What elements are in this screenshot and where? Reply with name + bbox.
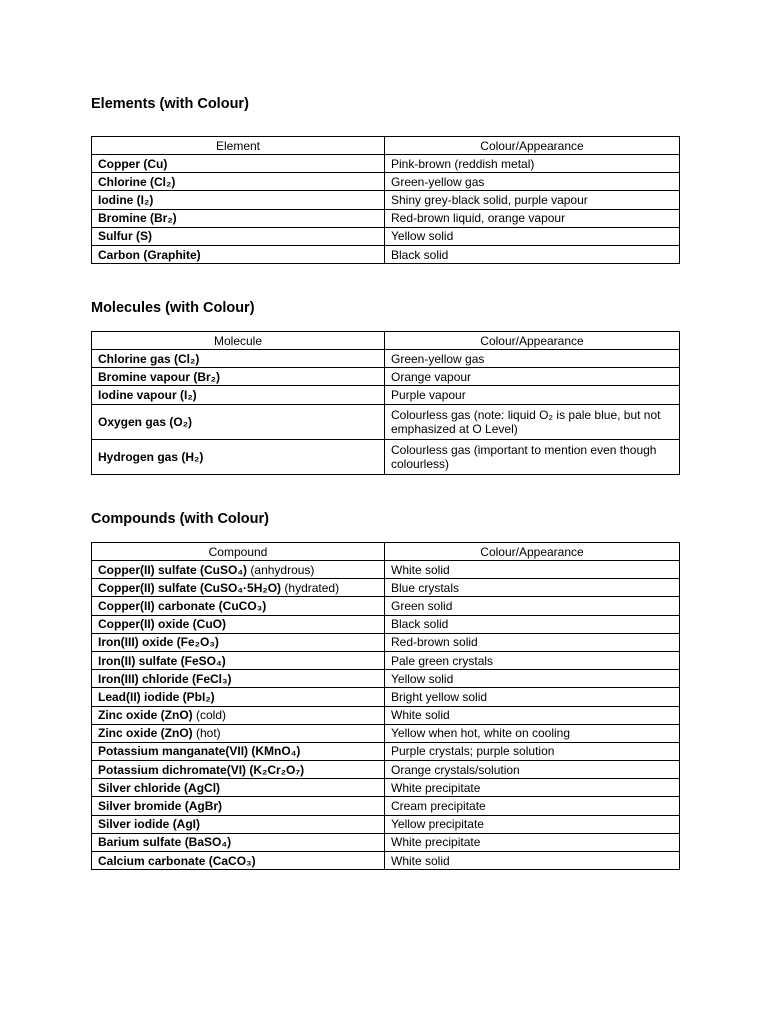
compounds-table — [91, 542, 680, 870]
colour-cell: White precipitate — [385, 779, 680, 797]
table-row — [92, 688, 680, 706]
element-name: Sulfur (S) — [98, 229, 152, 244]
molecule-name-cell — [92, 350, 385, 368]
compound-name-cell — [92, 670, 385, 688]
compound-name: Zinc oxide (ZnO) — [98, 726, 193, 741]
compound-name-cell — [92, 633, 385, 651]
column-header-molecule: Molecule — [92, 332, 385, 350]
compounds-section-title: Compounds (with Colour) — [91, 511, 269, 527]
column-header-element: Element — [92, 137, 385, 155]
colour-cell: Pale green crystals — [385, 651, 680, 669]
colour-cell: White solid — [385, 852, 680, 870]
molecule-name: Bromine vapour (Br₂) — [98, 369, 221, 384]
table-row — [92, 209, 680, 227]
molecule-name: Iodine vapour (I₂) — [98, 387, 197, 402]
colour-cell: Blue crystals — [385, 579, 680, 597]
compound-name: Iron(III) chloride (FeCl₃) — [98, 671, 232, 686]
compound-name-cell — [92, 706, 385, 724]
colour-cell: Green solid — [385, 597, 680, 615]
table-header-row — [92, 543, 680, 561]
compound-name-cell — [92, 815, 385, 833]
colour-cell: Green-yellow gas — [385, 350, 680, 368]
table-row — [92, 633, 680, 651]
table-row — [92, 779, 680, 797]
table-row — [92, 439, 680, 474]
compound-note: (cold) — [192, 708, 227, 723]
element-name: Bromine (Br₂) — [98, 211, 177, 226]
elements-section-title: Elements (with Colour) — [91, 96, 249, 112]
colour-cell: Yellow precipitate — [385, 815, 680, 833]
compound-note: (hot) — [192, 726, 221, 741]
compound-name-cell — [92, 779, 385, 797]
table-row — [92, 797, 680, 815]
table-row — [92, 561, 680, 579]
colour-cell: Orange crystals/solution — [385, 761, 680, 779]
table-row — [92, 386, 680, 404]
colour-cell: Yellow solid — [385, 670, 680, 688]
colour-cell: Bright yellow solid — [385, 688, 680, 706]
colour-cell: Orange vapour — [385, 368, 680, 386]
compound-name-cell — [92, 579, 385, 597]
table-row — [92, 852, 680, 870]
element-name: Copper (Cu) — [98, 156, 168, 171]
table-row — [92, 191, 680, 209]
molecule-name-cell — [92, 404, 385, 439]
table-row — [92, 833, 680, 851]
colour-cell: Black solid — [385, 615, 680, 633]
colour-cell: White solid — [385, 706, 680, 724]
molecule-name: Oxygen gas (O₂) — [98, 414, 193, 429]
compound-name: Barium sulfate (BaSO₄) — [98, 835, 232, 850]
compound-name-cell — [92, 724, 385, 742]
colour-cell: Colourless gas (important to mention even though colourless) — [385, 439, 680, 474]
compound-name-cell — [92, 742, 385, 760]
compound-note: (anhydrous) — [247, 562, 315, 577]
column-header-colour: Colour/Appearance — [385, 137, 680, 155]
compound-name: Iron(II) sulfate (FeSO₄) — [98, 653, 226, 668]
compound-name-cell — [92, 615, 385, 633]
table-row — [92, 761, 680, 779]
table-row — [92, 815, 680, 833]
table-row — [92, 173, 680, 191]
colour-cell: Purple crystals; purple solution — [385, 742, 680, 760]
compound-name-cell — [92, 651, 385, 669]
colour-cell: Cream precipitate — [385, 797, 680, 815]
element-name: Chlorine (Cl₂) — [98, 174, 176, 189]
table-header-row — [92, 332, 680, 350]
table-row — [92, 368, 680, 386]
element-name-cell — [92, 245, 385, 263]
colour-cell: Yellow solid — [385, 227, 680, 245]
molecule-name: Hydrogen gas (H₂) — [98, 449, 204, 464]
compound-name: Lead(II) iodide (PbI₂) — [98, 689, 215, 704]
colour-cell: Black solid — [385, 245, 680, 263]
compound-name-cell — [92, 597, 385, 615]
compound-name: Calcium carbonate (CaCO₃) — [98, 853, 256, 868]
table-row — [92, 245, 680, 263]
table-row — [92, 651, 680, 669]
compound-name: Potassium dichromate(VI) (K₂Cr₂O₇) — [98, 762, 305, 777]
colour-cell: Colourless gas (note: liquid O₂ is pale blue, but not emphasized at O Level) — [385, 404, 680, 439]
molecule-name-cell — [92, 439, 385, 474]
element-name-cell — [92, 173, 385, 191]
elements-table — [91, 136, 680, 264]
molecule-name: Chlorine gas (Cl₂) — [98, 351, 200, 366]
element-name-cell — [92, 191, 385, 209]
colour-cell: Shiny grey-black solid, purple vapour — [385, 191, 680, 209]
colour-cell: White solid — [385, 561, 680, 579]
element-name-cell — [92, 155, 385, 173]
table-row — [92, 155, 680, 173]
compound-name: Iron(III) oxide (Fe₂O₃) — [98, 635, 219, 650]
compound-name-cell — [92, 688, 385, 706]
colour-cell: Green-yellow gas — [385, 173, 680, 191]
molecules-table — [91, 331, 680, 475]
compound-note: (hydrated) — [281, 580, 340, 595]
colour-cell: Pink-brown (reddish metal) — [385, 155, 680, 173]
table-row — [92, 579, 680, 597]
element-name: Carbon (Graphite) — [98, 247, 201, 262]
compound-name-cell — [92, 561, 385, 579]
table-row — [92, 670, 680, 688]
colour-cell: Purple vapour — [385, 386, 680, 404]
compound-name: Silver iodide (AgI) — [98, 817, 201, 832]
column-header-colour: Colour/Appearance — [385, 332, 680, 350]
compound-name: Zinc oxide (ZnO) — [98, 708, 193, 723]
table-row — [92, 404, 680, 439]
column-header-compound: Compound — [92, 543, 385, 561]
compound-name-cell — [92, 797, 385, 815]
compound-name: Copper(II) oxide (CuO) — [98, 617, 226, 632]
column-header-colour: Colour/Appearance — [385, 543, 680, 561]
table-row — [92, 742, 680, 760]
compound-name-cell — [92, 852, 385, 870]
table-row — [92, 597, 680, 615]
colour-cell: Red-brown liquid, orange vapour — [385, 209, 680, 227]
compound-name: Potassium manganate(VII) (KMnO₄) — [98, 744, 301, 759]
compound-name: Copper(II) sulfate (CuSO₄) — [98, 562, 248, 577]
table-row — [92, 724, 680, 742]
molecule-name-cell — [92, 368, 385, 386]
compound-name-cell — [92, 833, 385, 851]
molecules-section-title: Molecules (with Colour) — [91, 300, 255, 316]
compound-name-cell — [92, 761, 385, 779]
compound-name: Copper(II) carbonate (CuCO₃) — [98, 598, 267, 613]
table-row — [92, 706, 680, 724]
table-row — [92, 227, 680, 245]
element-name-cell — [92, 209, 385, 227]
molecule-name-cell — [92, 386, 385, 404]
table-row — [92, 350, 680, 368]
table-row — [92, 615, 680, 633]
compound-name: Silver bromide (AgBr) — [98, 799, 223, 814]
colour-cell: Red-brown solid — [385, 633, 680, 651]
compound-name: Silver chloride (AgCl) — [98, 780, 221, 795]
element-name: Iodine (I₂) — [98, 192, 154, 207]
colour-cell: White precipitate — [385, 833, 680, 851]
compound-name: Copper(II) sulfate (CuSO₄·5H₂O) — [98, 580, 282, 595]
colour-cell: Yellow when hot, white on cooling — [385, 724, 680, 742]
element-name-cell — [92, 227, 385, 245]
table-header-row — [92, 137, 680, 155]
